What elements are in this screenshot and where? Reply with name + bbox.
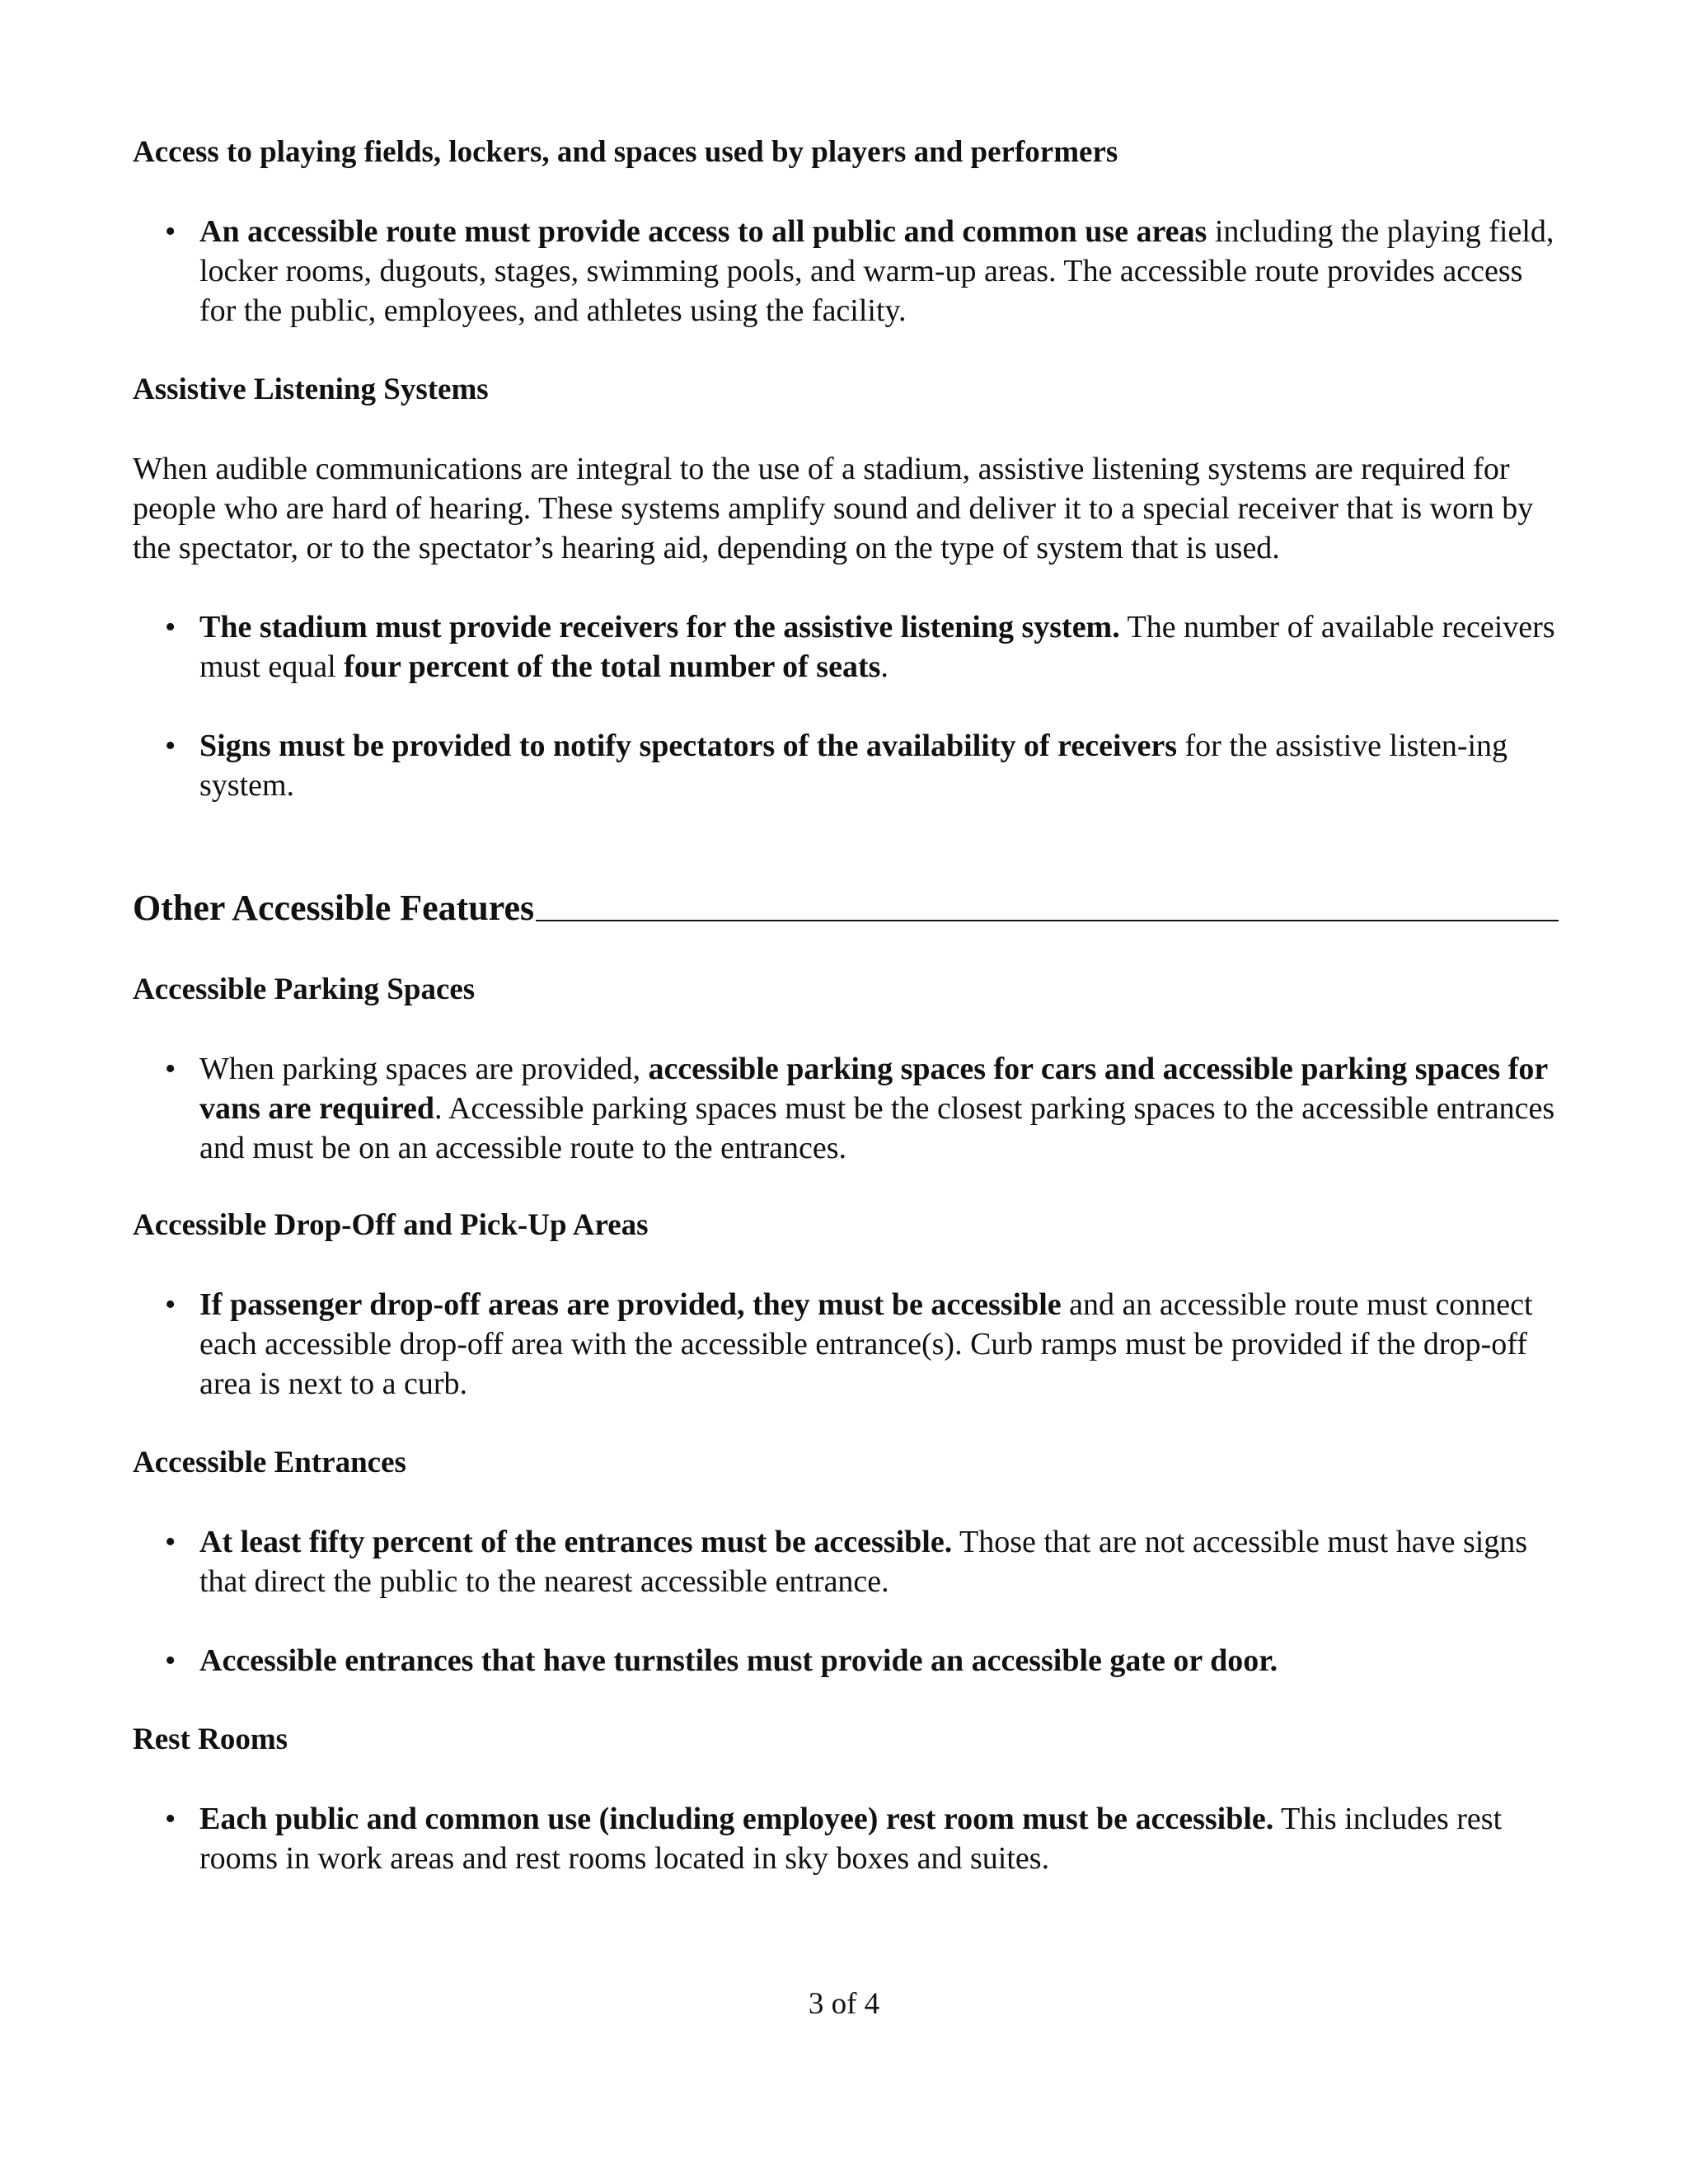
bold-text: Signs must be provided to notify spectators of the availability of receivers <box>199 729 1178 763</box>
heading-assistive-listening: Assistive Listening Systems <box>133 373 489 406</box>
body-text: . <box>880 649 889 684</box>
paragraph-assistive-listening: When audible communications are integral to the use of a stadium, assistive listening systems are required for people who are hard of hearing. These systems amplify sound and deliver it to a special receiver that is worn by the spectator, or to the spectator’s hearing aid, depending on the type of system that is used. <box>133 452 1534 565</box>
page-number: 3 of 4 <box>808 1987 880 2021</box>
bullet-text <box>199 1049 1559 1168</box>
body-text: Those that are not accessible must have signs that direct the public to the nearest accessible entrance. <box>199 1525 1528 1599</box>
bullet-icon: • <box>165 729 176 763</box>
bullet-icon: • <box>165 610 176 644</box>
bullet-rest-rooms <box>165 1799 1559 1878</box>
section-rule-divider <box>536 920 1559 921</box>
bullet-text <box>199 1799 1559 1878</box>
bold-text: Each public and common use (including employee) rest room must be accessible. <box>199 1802 1274 1836</box>
bold-text: At least fifty percent of the entrances must be accessible. <box>199 1525 953 1559</box>
body-text: This includes rest rooms in work areas and rest rooms located in sky boxes and suites. <box>199 1802 1503 1876</box>
bullet-turnstiles <box>165 1641 1559 1680</box>
bullet-icon: • <box>165 214 176 249</box>
bullet-accessible-route <box>165 212 1559 330</box>
bullet-text <box>199 607 1559 687</box>
body-text: including the playing field, locker rooms, dugouts, stages, swimming pools, and warm-up areas. The accessible route provides access for the public, employees, and athletes using the facility. <box>199 214 1554 328</box>
bold-text: An accessible route must provide access to all public and common use areas <box>199 214 1207 249</box>
bullet-text <box>199 1641 1559 1680</box>
bullet-icon: • <box>165 1802 176 1836</box>
body-text: . Accessible parking spaces must be the closest parking spaces to the accessible entrances and must be on an accessible route to the entrances. <box>199 1091 1555 1165</box>
bold-text: four percent of the total number of seats <box>344 649 881 684</box>
bullet-parking <box>165 1049 1559 1168</box>
section-title: Other Accessible Features <box>133 888 535 928</box>
bullet-text <box>199 1285 1559 1404</box>
bullet-receivers <box>165 607 1559 687</box>
bullet-drop-off <box>165 1285 1559 1404</box>
body-text: for the assistive listen-ing system. <box>199 729 1508 803</box>
bold-text: Accessible entrances that have turnstiles must provide an accessible gate or door. <box>199 1643 1278 1678</box>
bullet-icon: • <box>165 1287 176 1322</box>
bold-text: accessible parking spaces for cars and accessible parking spaces for vans are required <box>199 1052 1548 1126</box>
heading-parking: Accessible Parking Spaces <box>133 972 476 1006</box>
bold-text: The stadium must provide receivers for the assistive listening system. <box>199 610 1120 644</box>
bullet-text <box>199 1522 1559 1601</box>
bullet-signs <box>165 726 1559 805</box>
bullet-text <box>199 726 1559 805</box>
bullet-icon: • <box>165 1643 176 1678</box>
heading-rest-rooms: Rest Rooms <box>133 1722 288 1756</box>
bullet-icon: • <box>165 1525 176 1559</box>
bold-text: If passenger drop-off areas are provided, they must be accessible <box>199 1287 1062 1322</box>
body-text: and an accessible route must connect each accessible drop-off area with the accessible entrance(s). Curb ramps must be provided if the drop-off area is next to a curb. <box>199 1287 1533 1401</box>
heading-playing-fields: Access to playing fields, lockers, and spaces used by players and performers <box>133 135 1118 169</box>
bullet-icon: • <box>165 1052 176 1086</box>
bullet-text <box>199 212 1559 330</box>
heading-drop-off: Accessible Drop-Off and Pick-Up Areas <box>133 1208 649 1242</box>
heading-entrances: Accessible Entrances <box>133 1446 406 1479</box>
body-text: The number of available receivers must equal <box>199 610 1555 684</box>
bullet-entrances-fifty-percent <box>165 1522 1559 1601</box>
body-text: When parking spaces are provided, <box>199 1052 649 1086</box>
section-heading-other-features <box>133 885 1559 931</box>
